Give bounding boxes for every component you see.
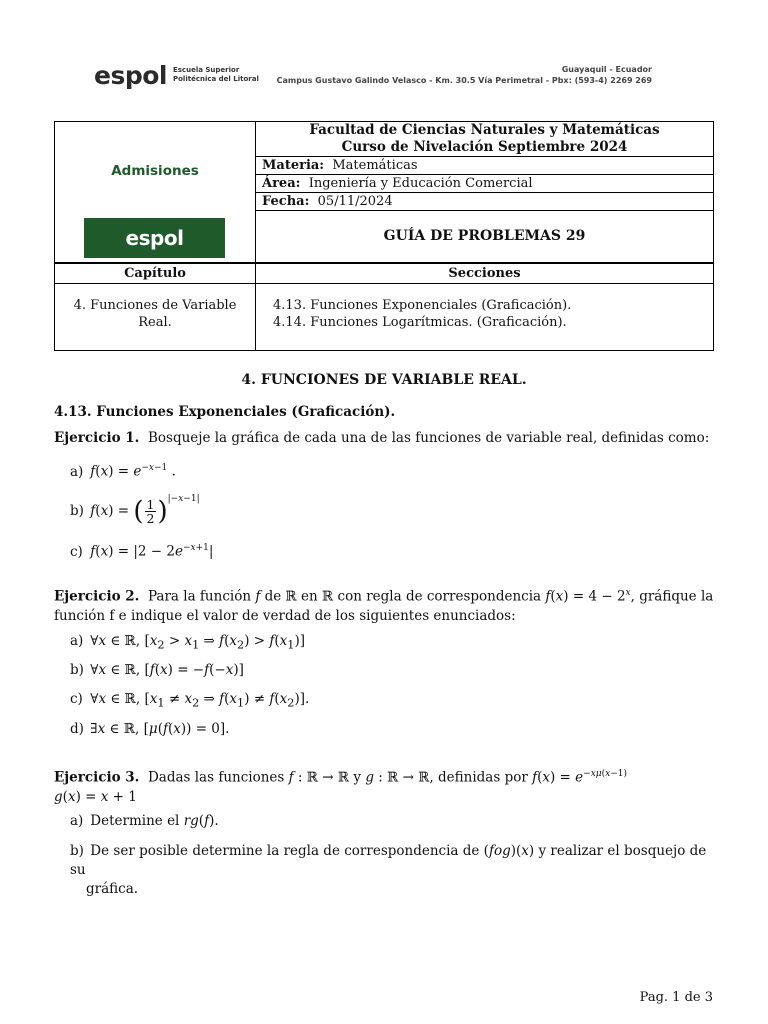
chapter-column-header: Capítulo <box>124 266 186 281</box>
page-number: Pag. 1 de 3 <box>639 990 713 1005</box>
header-title-cell <box>256 122 713 157</box>
sections-cell <box>273 297 571 331</box>
chapter-table-header-rule <box>55 283 713 284</box>
area-value: Ingeniería y Educación Comercial <box>308 176 533 191</box>
exercise-2-item-b: b) ∀x ∈ ℝ, [f(x) = −f(−x)] <box>70 662 244 678</box>
exercise-1-item-a: a) $f(x) = e^{-x-1}$ . <box>70 463 176 480</box>
chapter-cell: 4. Funciones de Variable Real. <box>73 298 237 330</box>
header-table <box>54 121 714 263</box>
exercise-2-line-2: función f e indique el valor de verdad de los siguientes enunciados: <box>54 607 516 624</box>
fecha-row <box>256 193 713 211</box>
exercise-2-item-d: d) ∃x ∈ ℝ, [μ(f(x)) = 0]. <box>70 721 230 737</box>
chapter-table <box>54 263 714 351</box>
faculty-name: Facultad de Ciencias Naturales y Matemáticas <box>309 122 660 138</box>
fecha-value: 05/11/2024 <box>317 194 393 209</box>
exercise-1-item-c: c) $f(x) = |2 - 2e^{-x+1}|$ <box>70 543 214 560</box>
exercise-3-item-a: a) Determine el rg(f). <box>70 813 219 829</box>
section-title: 4. FUNCIONES DE VARIABLE REAL. <box>241 372 527 388</box>
letterhead-address-block <box>277 64 652 86</box>
exercise-3-statement: Ejercicio 3. Dadas las funciones f : ℝ → ℝ y g : ℝ → ℝ, definidas por $f(x) = e^{-x\mu(x-1)}$ g(x) = x + 1 <box>54 769 628 805</box>
header-logo-cell <box>55 122 256 262</box>
exercise-3-label: Ejercicio 3. <box>54 769 140 786</box>
materia-label: Materia: <box>262 158 325 173</box>
sections-column-header: Secciones <box>448 266 521 281</box>
exercise-2-statement: Ejercicio 2. Para la función f de ℝ en ℝ con regla de correspondencia $f(x) = 4 - 2^x$, gráfique la función f e indique el valor de verdad de los siguientes enunciados: <box>54 588 714 624</box>
espol-logo-box <box>84 218 225 258</box>
espol-logo-text: espol <box>125 226 184 250</box>
area-row <box>256 175 713 193</box>
letterhead-address: Campus Gustavo Galindo Velasco - Km. 30.5 Vía Perimetral - Pbx: (593-4) 2269 269 <box>276 76 652 85</box>
espol-letterhead-logo <box>94 60 259 90</box>
exercise-1-statement <box>54 429 714 448</box>
guide-title: GUÍA DE PROBLEMAS 29 <box>383 228 586 244</box>
exercise-2-item-a: a) ∀x ∈ ℝ, [$x_2 > x_1$ ⇒ $f(x_2) > f(x_1)$] <box>70 633 306 652</box>
course-name: Curso de Nivelación Septiembre 2024 <box>341 139 628 155</box>
exercise-2-label: Ejercicio 2. <box>54 588 140 605</box>
fecha-label: Fecha: <box>262 194 310 209</box>
materia-row <box>256 157 713 175</box>
exercise-3-item-b: b) De ser posible determine la regla de correspondencia de (fog)(x) y realizar el bosquejo de su gráfica. <box>70 843 707 897</box>
exercise-1-item-b: b) f(x) = ( $\frac{1}{2}$ )$^{|-x-1|}$ <box>70 494 200 527</box>
letterhead-city: Guayaquil - Ecuador <box>561 65 652 74</box>
section-item: 4.14. Funciones Logarítmicas. (Graficación). <box>273 315 567 330</box>
espol-subtitle: Escuela Superior Politécnica del Litoral <box>172 66 259 83</box>
exercise-1-text: Bosqueje la gráfica de cada una de las funciones de variable real, definidas como: <box>147 430 710 446</box>
section-item: 4.13. Funciones Exponenciales (Graficación). <box>273 298 572 313</box>
subsection-title: 4.13. Funciones Exponenciales (Graficación). <box>54 404 396 420</box>
admissions-label: Admisiones <box>111 163 199 179</box>
exercise-1-label: Ejercicio 1. <box>54 430 140 446</box>
materia-value: Matemáticas <box>332 158 418 173</box>
espol-wordmark: espol <box>94 60 167 90</box>
area-label: Área: <box>262 176 301 191</box>
exercise-2-item-c: c) ∀x ∈ ℝ, [$x_1 \ne x_2$ ⇒ $f(x_1) \ne f(x_2)$]. <box>70 691 310 710</box>
